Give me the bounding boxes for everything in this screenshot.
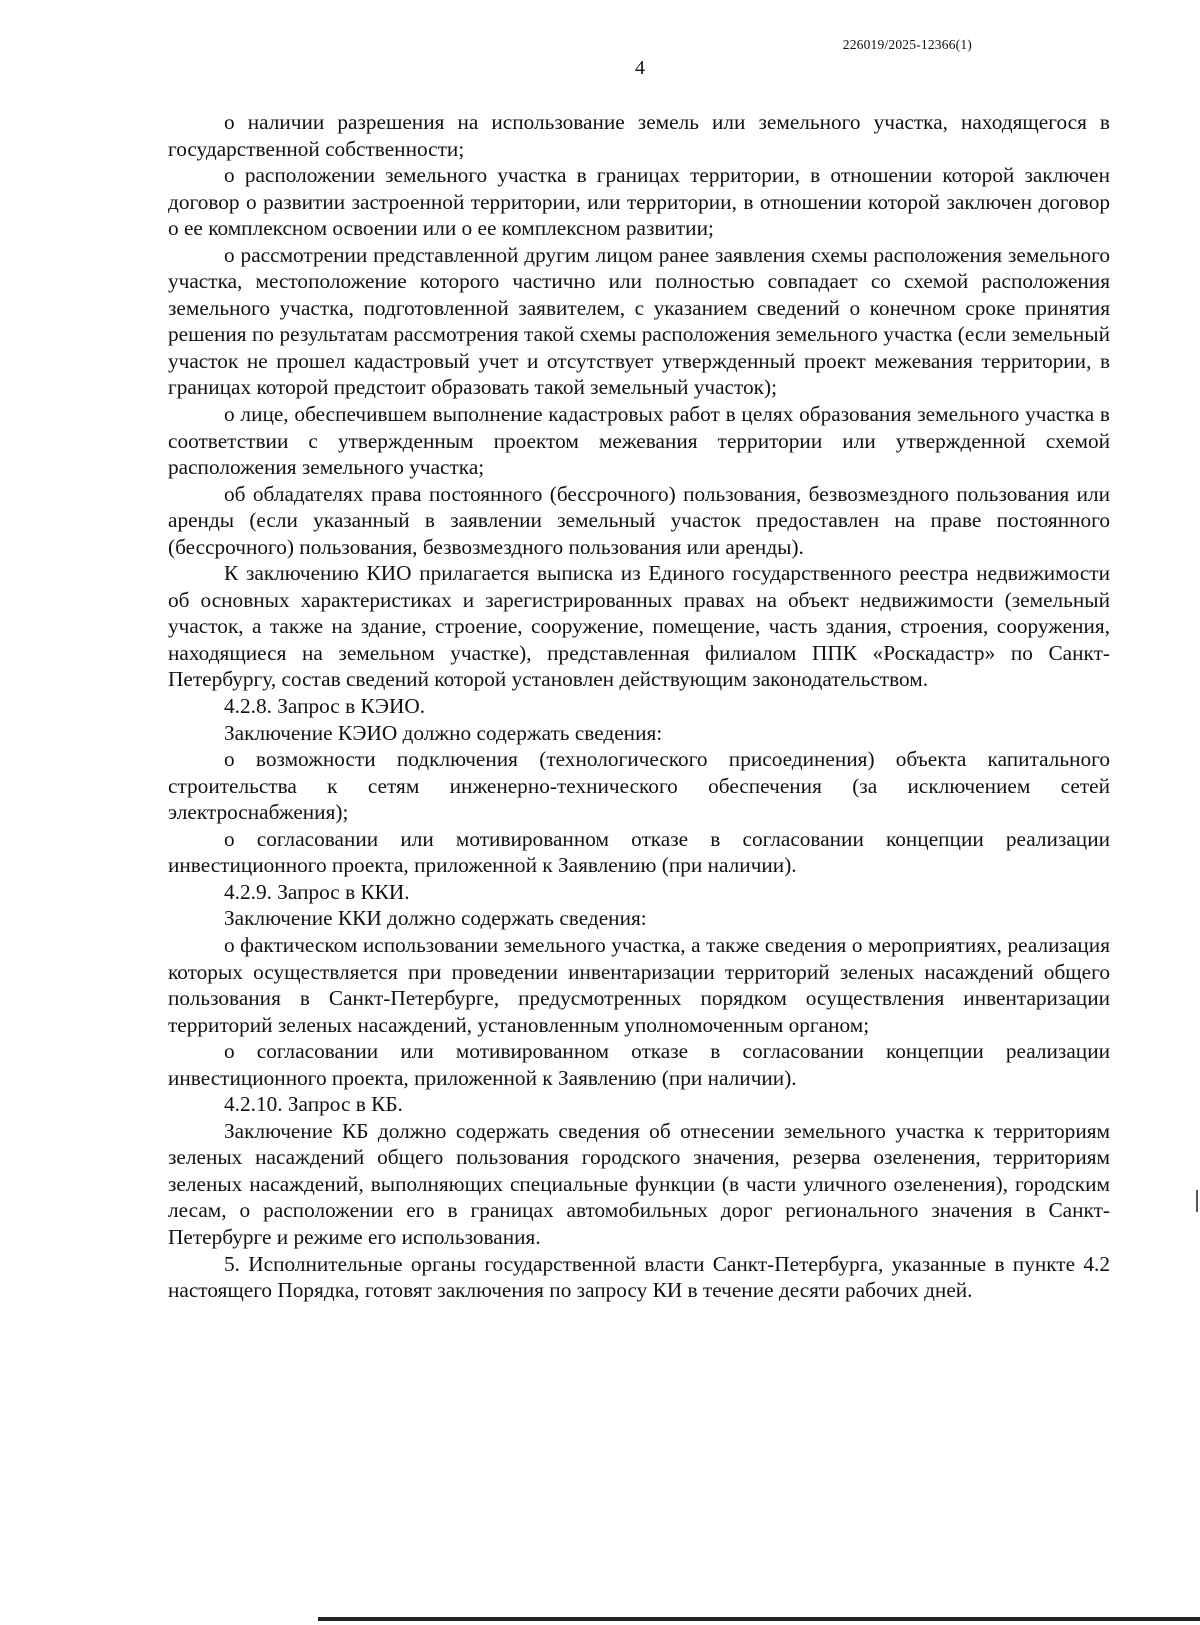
document-body <box>168 109 1110 1304</box>
section-heading-4-2-8: 4.2.8. Запрос в КЭИО. <box>224 694 426 719</box>
paragraph-territory-development-agreement: о расположении земельного участка в границах территории, в отношении которой заключен договор о развитии застроенной территории, или территории, в отношении которой заключен договор о ее комплексном освоении или о ее комплексном развитии; <box>168 163 1110 241</box>
scan-edge-mark <box>1196 1190 1198 1212</box>
page-number: 4 <box>635 57 645 79</box>
paragraph-keio-concept-approval: о согласовании или мотивированном отказе в согласовании концепции реализации инвестиционного проекта, приложенной к Заявлению (при наличии). <box>168 826 1110 878</box>
paragraph-kki-concept-approval: о согласовании или мотивированном отказе в согласовании концепции реализации инвестиционного проекта, приложенной к Заявлению (при наличии). <box>168 1039 1110 1090</box>
section-heading-4-2-9: 4.2.9. Запрос в ККИ. <box>224 879 410 904</box>
paragraph-keio-connection: о возможности подключения (технологического присоединения) объекта капитального строительства к сетям инженерно-технического обеспечения (за исключением сетей электроснабжения); <box>168 747 1110 825</box>
paragraph-cadastral-works-person: о лице, обеспечившем выполнение кадастровых работ в целях образования земельного участка в соответствии с утвержденным проектом межевания территории или утвержденной схемой расположения земельного участка; <box>168 402 1110 480</box>
paragraph-land-use-permit: о наличии разрешения на использование земель или земельного участка, находящегося в государственной собственности; <box>168 110 1110 161</box>
paragraph-prior-layout-scheme: о рассмотрении представленной другим лицом ранее заявления схемы расположения земельного участка, местоположение которого частично или полностью совпадает со схемой расположения земельного участка, подготовленной заявителем, с указанием сведений о конечном сроке принятия решения по результатам рассмотрения такой схемы расположения земельного участка (если земельный участок не прошел кадастровый учет и отсутствует утвержденный проект межевания территории, в границах которой предстоит образовать такой земельный участок); <box>168 242 1110 400</box>
paragraph-kio-egrn-extract: К заключению КИО прилагается выписка из Единого государственного реестра недвижимости об основных характеристиках и зарегистрированных правах на объект недвижимости (земельный участок, а также на здание, строение, сооружение, помещение, часть здания, строения, сооружения, находящиеся на земельном участке), представленная филиалом ППК «Роскадастр» по Санкт-Петербургу, состав сведений которой установлен действующим законодательством. <box>168 561 1110 692</box>
paragraph-kki-actual-use: о фактическом использовании земельного участка, а также сведения о мероприятиях, реализация которых осуществляется при проведении инвентаризации территорий зеленых насаждений общего пользования в Санкт-Петербурге, предусмотренных порядком осуществления инвентаризации территорий зеленых насаждений, установленным уполномоченным органом; <box>168 932 1110 1037</box>
document-registration-number: 226019/2025-12366(1) <box>842 37 972 52</box>
paragraph-kki-conclusion-intro: Заключение ККИ должно содержать сведения: <box>224 906 647 931</box>
paragraph-keio-conclusion-intro: Заключение КЭИО должно содержать сведения: <box>224 720 663 745</box>
paragraph-right-holders: об обладателях права постоянного (бессрочного) пользования, безвозмездного пользования или аренды (если указанный в заявлении земельный участок предоставлен на праве постоянного (бессрочного) пользования, безвозмездного пользования или аренды). <box>168 481 1110 559</box>
section-heading-4-2-10: 4.2.10. Запрос в КБ. <box>224 1092 403 1117</box>
section-5-deadline: 5. Исполнительные органы государственной власти Санкт-Петербурга, указанные в пункте 4.2 настоящего Порядка, готовят заключения по запросу КИ в течение десяти рабочих дней. <box>168 1251 1110 1303</box>
scan-bottom-edge <box>318 1617 1200 1621</box>
paragraph-kb-conclusion: Заключение КБ должно содержать сведения об отнесении земельного участка к территориям зеленых насаждений общего пользования городского значения, резерва озеленения, территориям зеленых насаждений, выполняющих специальные функции (в части уличного озеленения), городским лесам, о расположении его в границах автомобильных дорог регионального значения в Санкт-Петербурге и режиме его использования. <box>168 1118 1110 1249</box>
